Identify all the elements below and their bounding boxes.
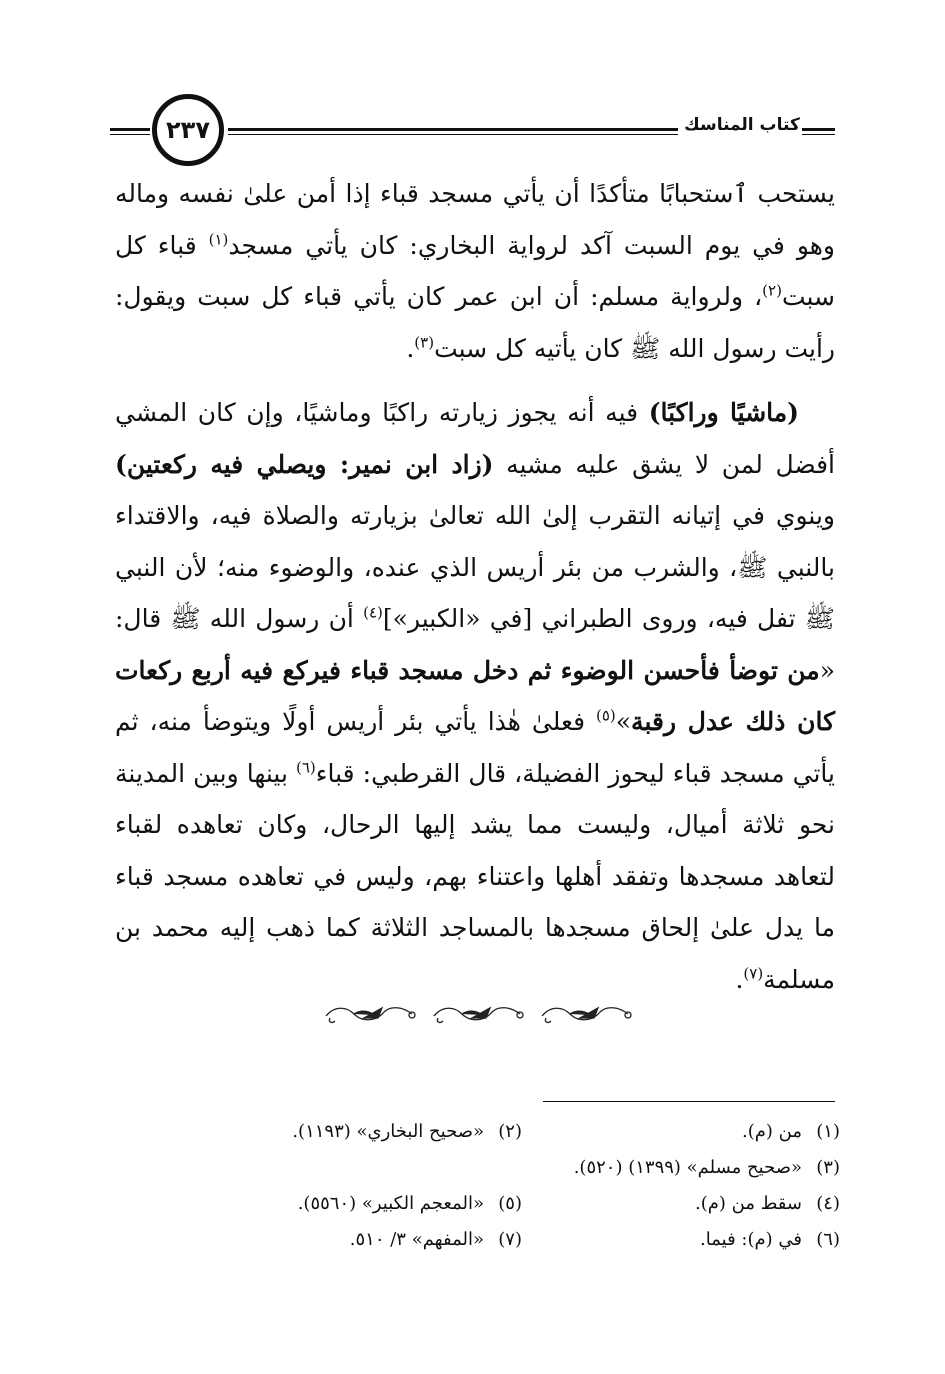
footnote-text: «صحيح مسلم» (١٣٩٩) (٥٢٠). [573, 1157, 802, 1178]
header-rule [110, 134, 150, 135]
footnote [522, 1114, 840, 1150]
header-rule [228, 134, 678, 135]
running-title: كتاب المناسك [684, 115, 800, 135]
footnote-text: «المفهم» ٣/ ٥١٠. [349, 1229, 484, 1250]
footnote-text: في (م): فيما. [700, 1229, 802, 1250]
footnote-ref[interactable]: (٤) [363, 603, 383, 622]
paragraph [115, 168, 835, 374]
header-rule [802, 128, 835, 131]
bold-quote: (زاد ابن نمير: ويصلي فيه ركعتين) [115, 449, 494, 479]
hadith-text: من توضأ فأحسن الوضوء ثم دخل مسجد قباء فيركع فيه أربع ركعات كان ذلك عدل رقبة [115, 655, 836, 736]
footnote [522, 1222, 840, 1258]
footnote-text: من (م). [742, 1121, 802, 1142]
footnote-ref[interactable]: (٥) [595, 706, 616, 725]
header-rule [802, 134, 835, 135]
main-text [115, 168, 835, 1005]
text-run: ، ولرواية مسلم: أن ابن عمر كان يأتي قباء كل سبت ويقول: رأيت رسول الله ﷺ كان يأتيه كل سبت [115, 282, 835, 363]
paragraph [115, 387, 835, 1005]
footnote-row [200, 1150, 840, 1186]
footnote-number: (٢) [498, 1121, 522, 1142]
text-run: » [615, 707, 632, 736]
text-run: وينوي في إتيانه التقرب إلىٰ الله تعالىٰ بزيارته والصلاة فيه، والاقتداء بالنبي ﷺ، والشرب من بئر أريس الذي عنده، والوضوء منه؛ لأن النبي ﷺ تفل فيه، وروى الطبراني [في «الكبير»] [115, 501, 835, 633]
footnotes [200, 1114, 840, 1258]
text-run: أن رسول الله ﷺ قال: « [115, 604, 835, 685]
footnote-row [200, 1114, 840, 1150]
page-number: ٢٣٧ [152, 94, 224, 166]
footnote-ref[interactable]: (٢) [762, 281, 782, 300]
text-run: فعلىٰ هٰذا يأتي بئر أريس أولًا ويتوضأ منه، ثم يأتي مسجد قباء ليحوز الفضيلة، قال القرطبي: قباء [115, 707, 835, 788]
footnote [522, 1150, 840, 1186]
footnote-number: (٥) [498, 1193, 522, 1214]
footnote-text: «صحيح البخاري» (١١٩٣). [292, 1121, 484, 1142]
page-header [110, 92, 835, 172]
footnote-row [200, 1222, 840, 1258]
header-rule [110, 128, 150, 131]
text-run: قباء كل سبت [115, 230, 835, 311]
footnote [204, 1114, 522, 1150]
footnote-number: (٤) [816, 1193, 840, 1214]
text-run: يستحب ٱستحبابًا متأكدًا أن يأتي مسجد قباء إذا أمن علىٰ نفسه وماله وهو في يوم السبت آكد لرواية البخاري: كان يأتي مسجد [115, 179, 835, 260]
ornament-motif [542, 1008, 631, 1023]
footnote-number: (٦) [816, 1229, 840, 1250]
text-run: . [406, 333, 415, 363]
ornament-divider [320, 1000, 635, 1030]
ornament-motif [434, 1008, 523, 1023]
text-run: فيه أنه يجوز زيارته راكبًا وماشيًا، وإن كان المشي أفضل لمن لا يشق عليه مشيه [115, 398, 835, 479]
text-run: . [735, 964, 744, 994]
footnote [204, 1222, 522, 1258]
footnote [522, 1186, 840, 1222]
ornament-motif [326, 1008, 415, 1023]
footnote-separator [543, 1101, 835, 1102]
footnote-ref[interactable]: (٧) [743, 964, 764, 983]
text-run: بينها وبين المدينة نحو ثلاثة أميال، وليست مما يشد إليها الرحال، وكان تعاهده لقباء لتعاهد مسجدها وتفقد أهلها واعتناء بهم، وليس في تعاهده مسجد قباء ما يدل علىٰ إلحاق مسجدها بالمساجد الثلاثة كما ذهب إليه محمد بن مسلمة [115, 758, 835, 994]
footnote-number: (١) [816, 1121, 840, 1142]
header-rule [228, 128, 678, 131]
footnote-number: (٣) [816, 1157, 840, 1178]
footnote-ref[interactable]: (٣) [414, 333, 435, 352]
footnote-number: (٧) [498, 1229, 522, 1250]
footnote-ref[interactable]: (١) [208, 230, 229, 249]
footnote-row [200, 1186, 840, 1222]
footnote-ref[interactable]: (٦) [295, 758, 316, 777]
bold-heading: (ماشيًا وراكبًا) [648, 398, 799, 427]
footnote-text: «المعجم الكبير» (٥٥٦٠). [297, 1193, 484, 1214]
footnote [204, 1186, 522, 1222]
footnote-text: سقط من (م). [695, 1193, 802, 1214]
